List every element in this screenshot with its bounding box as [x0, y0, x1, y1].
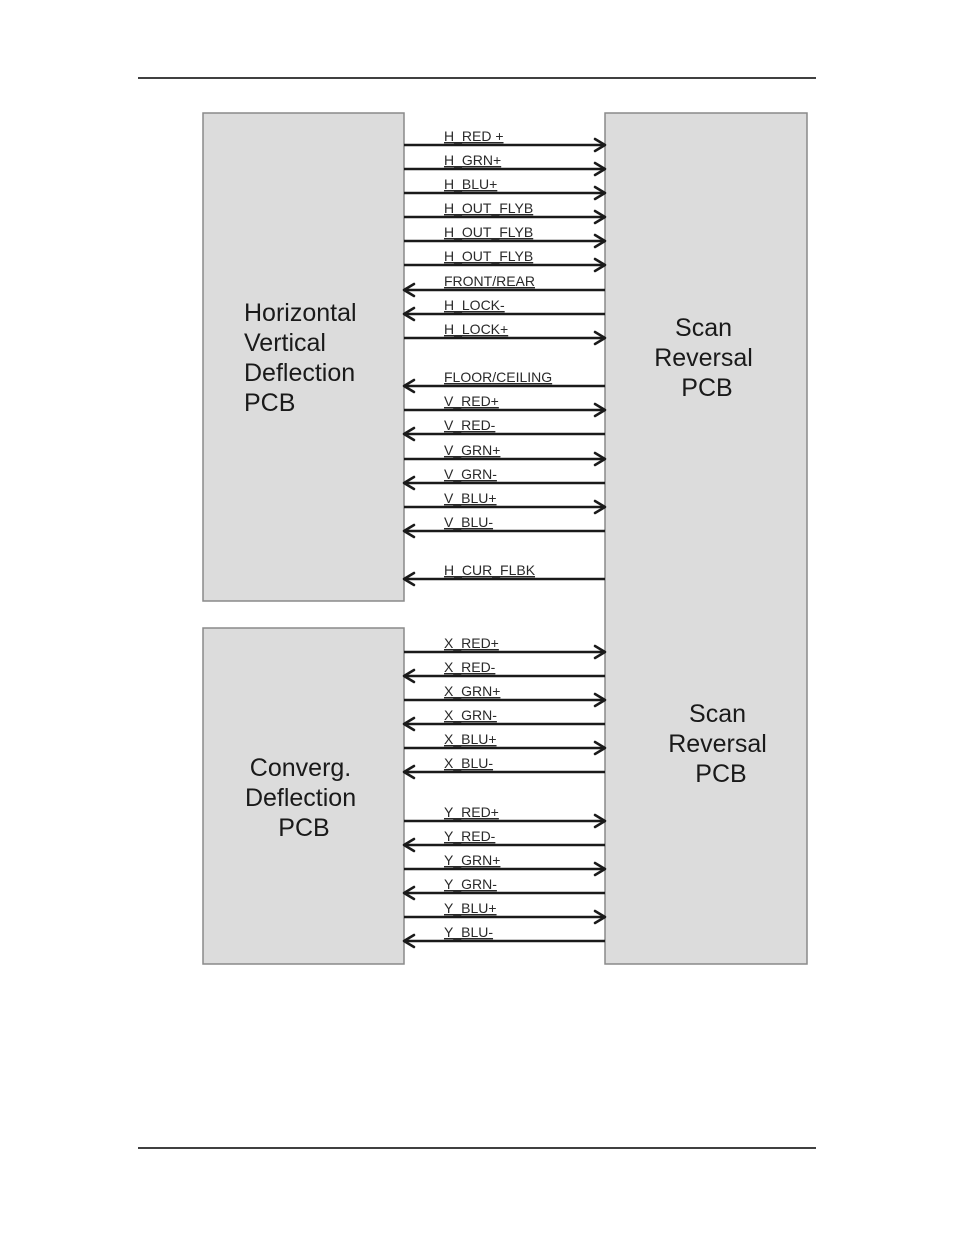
- hv-deflection-label-line: Deflection: [244, 359, 356, 387]
- signal-label: X_GRN-: [444, 707, 497, 723]
- signal-label: V_RED+: [444, 393, 499, 409]
- scan-reversal-label-line: Reversal: [654, 344, 753, 372]
- signal-label: H_CUR_FLBK: [444, 562, 536, 578]
- signal-label: H_BLU+: [444, 176, 498, 192]
- signal-label: Y_BLU+: [444, 900, 497, 916]
- signal-label: X_RED+: [444, 635, 499, 651]
- hv-deflection-label-line: PCB: [244, 389, 296, 417]
- signal-label: H_GRN+: [444, 152, 502, 168]
- signal-label: V_GRN-: [444, 466, 497, 482]
- signal-label: Y_RED+: [444, 804, 499, 820]
- hv-deflection-pcb-block: [203, 113, 404, 601]
- hv-deflection-label-line: Vertical: [244, 329, 326, 357]
- signal-label: Y_GRN-: [444, 876, 497, 892]
- signal-label: H_OUT_FLYB: [444, 248, 534, 264]
- signal-label: V_BLU+: [444, 490, 497, 506]
- signal-label: V_GRN+: [444, 442, 501, 458]
- converg-deflection-label-line: Converg.: [249, 754, 352, 782]
- signal-label: X_RED-: [444, 659, 496, 675]
- signal-label: V_BLU-: [444, 514, 494, 530]
- signal-label: H_LOCK+: [444, 321, 509, 337]
- signal-label: V_RED-: [444, 417, 496, 433]
- signal-label: Y_GRN+: [444, 852, 501, 868]
- signal-label: Y_RED-: [444, 828, 496, 844]
- signal-label: X_BLU+: [444, 731, 497, 747]
- scan-reversal-label-line: PCB: [681, 374, 733, 402]
- scan-reversal-label-line: Reversal: [668, 730, 767, 758]
- signal-label: X_BLU-: [444, 755, 494, 771]
- converg-deflection-label-line: Deflection: [244, 784, 357, 812]
- signal-label: FLOOR/CEILING: [444, 369, 553, 385]
- scan-reversal-label-line: Scan: [675, 314, 733, 342]
- hv-deflection-label-line: Horizontal: [244, 299, 357, 327]
- signal-label: X_GRN+: [444, 683, 501, 699]
- signal-label: H_RED +: [444, 128, 504, 144]
- signal-label: H_OUT_FLYB: [444, 224, 534, 240]
- signal-label: FRONT/REAR: [444, 273, 535, 289]
- signal-label: H_LOCK-: [444, 297, 505, 313]
- signal-lines-group: [404, 128, 605, 947]
- signal-label: Y_BLU-: [444, 924, 494, 940]
- converg-deflection-label-line: PCB: [278, 814, 330, 842]
- scan-reversal-pcb-block: [605, 113, 807, 964]
- signal-label: H_OUT_FLYB: [444, 200, 534, 216]
- scan-reversal-label-line: Scan: [689, 700, 747, 728]
- scan-reversal-label-line: PCB: [695, 760, 747, 788]
